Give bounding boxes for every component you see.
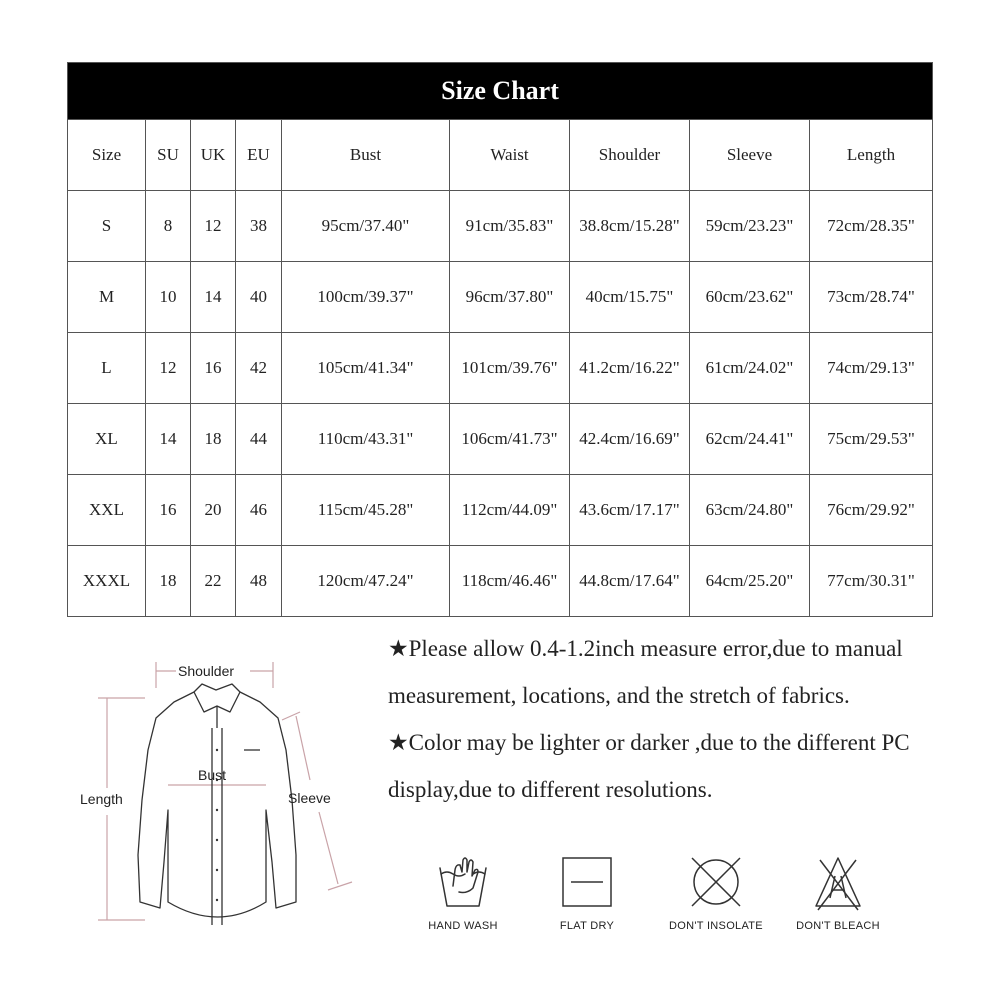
dont-insolate-label: DON'T INSOLATE xyxy=(669,920,763,932)
table-cell: 64cm/25.20" xyxy=(690,546,810,617)
table-cell: 42 xyxy=(236,333,282,404)
table-row xyxy=(68,404,933,475)
hand-wash-label: HAND WASH xyxy=(428,920,498,932)
table-cell: 115cm/45.28" xyxy=(282,475,450,546)
column-header: Waist xyxy=(450,120,570,191)
table-cell: 18 xyxy=(191,404,236,475)
table-cell: 77cm/30.31" xyxy=(810,546,933,617)
table-cell: 62cm/24.41" xyxy=(690,404,810,475)
table-cell: 43.6cm/17.17" xyxy=(570,475,690,546)
table-cell: S xyxy=(68,191,146,262)
length-label: Length xyxy=(80,791,123,807)
note-color: ★Color may be lighter or darker ,due to the different PC display,due to different resolutions. xyxy=(388,730,910,802)
table-cell: 38 xyxy=(236,191,282,262)
dont-bleach-label: DON'T BLEACH xyxy=(796,920,880,932)
size-chart-table xyxy=(67,62,933,617)
column-header: Shoulder xyxy=(570,120,690,191)
table-cell: 60cm/23.62" xyxy=(690,262,810,333)
table-cell: 74cm/29.13" xyxy=(810,333,933,404)
table-cell: 120cm/47.24" xyxy=(282,546,450,617)
table-cell: 46 xyxy=(236,475,282,546)
table-cell: 100cm/39.37" xyxy=(282,262,450,333)
table-cell: 42.4cm/16.69" xyxy=(570,404,690,475)
flat-dry-icon xyxy=(557,852,617,912)
column-header: Length xyxy=(810,120,933,191)
care-hand-wash xyxy=(403,852,523,932)
care-dont-insolate xyxy=(656,852,776,932)
table-cell: 20 xyxy=(191,475,236,546)
table-row xyxy=(68,333,933,404)
table-row xyxy=(68,546,933,617)
table-cell: 14 xyxy=(191,262,236,333)
table-cell: XXXL xyxy=(68,546,146,617)
table-cell: XL xyxy=(68,404,146,475)
table-cell: 44.8cm/17.64" xyxy=(570,546,690,617)
shoulder-label: Shoulder xyxy=(178,663,235,679)
table-cell: 73cm/28.74" xyxy=(810,262,933,333)
column-header: Size xyxy=(68,120,146,191)
dont-bleach-icon xyxy=(806,852,870,912)
table-cell: 22 xyxy=(191,546,236,617)
table-cell: 38.8cm/15.28" xyxy=(570,191,690,262)
care-dont-bleach xyxy=(778,852,898,932)
notes xyxy=(388,625,948,813)
shirt-icon xyxy=(70,640,370,940)
sleeve-label: Sleeve xyxy=(288,790,331,806)
table-cell: 40 xyxy=(236,262,282,333)
table-cell: 12 xyxy=(146,333,191,404)
table-cell: 10 xyxy=(146,262,191,333)
table-cell: 8 xyxy=(146,191,191,262)
column-header: Sleeve xyxy=(690,120,810,191)
column-header: SU xyxy=(146,120,191,191)
shirt-measurement-diagram xyxy=(70,640,370,940)
table-cell: 105cm/41.34" xyxy=(282,333,450,404)
table-cell: 18 xyxy=(146,546,191,617)
table-row xyxy=(68,475,933,546)
table-cell: 44 xyxy=(236,404,282,475)
table-cell: 63cm/24.80" xyxy=(690,475,810,546)
table-cell: 75cm/29.53" xyxy=(810,404,933,475)
table-cell: 16 xyxy=(146,475,191,546)
care-flat-dry xyxy=(527,852,647,932)
table-cell: 41.2cm/16.22" xyxy=(570,333,690,404)
table-cell: 40cm/15.75" xyxy=(570,262,690,333)
table-cell: 59cm/23.23" xyxy=(690,191,810,262)
table-cell: 14 xyxy=(146,404,191,475)
table-cell: 106cm/41.73" xyxy=(450,404,570,475)
table-cell: 72cm/28.35" xyxy=(810,191,933,262)
column-header: UK xyxy=(191,120,236,191)
note-measure-error: ★Please allow 0.4-1.2inch measure error,due to manual measurement, locations, and the stretch of fabrics. xyxy=(388,636,903,708)
table-cell: 76cm/29.92" xyxy=(810,475,933,546)
table-row xyxy=(68,191,933,262)
flat-dry-label: FLAT DRY xyxy=(559,920,615,932)
size-chart-title: Size Chart xyxy=(68,63,933,120)
table-cell: 16 xyxy=(191,333,236,404)
table-cell: 48 xyxy=(236,546,282,617)
table-cell: XXL xyxy=(68,475,146,546)
bust-label: Bust xyxy=(198,767,227,783)
table-cell: 91cm/35.83" xyxy=(450,191,570,262)
table-cell: 61cm/24.02" xyxy=(690,333,810,404)
table-cell: 96cm/37.80" xyxy=(450,262,570,333)
header-row xyxy=(68,120,933,191)
table-cell: 95cm/37.40" xyxy=(282,191,450,262)
table-cell: 110cm/43.31" xyxy=(282,404,450,475)
table-cell: M xyxy=(68,262,146,333)
table-cell: 118cm/46.46" xyxy=(450,546,570,617)
table-cell: 12 xyxy=(191,191,236,262)
dont-insolate-icon xyxy=(684,852,748,912)
hand-wash-icon xyxy=(433,852,493,912)
table-cell: 101cm/39.76" xyxy=(450,333,570,404)
column-header: EU xyxy=(236,120,282,191)
table-row xyxy=(68,262,933,333)
table-cell: L xyxy=(68,333,146,404)
column-header: Bust xyxy=(282,120,450,191)
table-cell: 112cm/44.09" xyxy=(450,475,570,546)
